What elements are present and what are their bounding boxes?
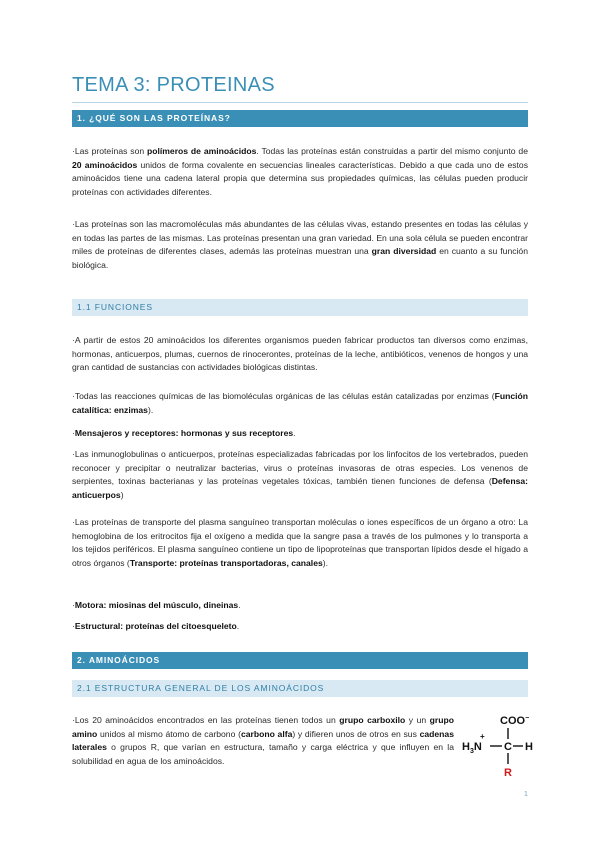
carboxyl-group-label: COO− [500, 715, 530, 727]
hydrogen-label: H [525, 741, 533, 753]
paragraph-transport: ·Las proteínas de transporte del plasma sanguíneo transportan moléculas o iones específicos de un órgano a otro: La hemoglobina de los eritrocitos fija el oxígeno a medida que la sangre pasa a través de los pulmones y lo transporta a los tejidos periféricos. El plasma sanguíneo contiene un tipo de lipoproteínas que transportan lípidos desde el hígado a otros órganos (Transporte: proteínas transportadoras, canales). [72, 517, 528, 568]
page-title: TEMA 3: PROTEINAS [72, 74, 275, 96]
amino-group-label: $H_3N$ [462, 741, 482, 755]
amino-charge: + [480, 732, 485, 741]
paragraph-defense: ·Las inmunoglobulinas o anticuerpos, proteínas especializadas fabricadas por los linfocitos de los vertebrados, pueden reconocer y precipitar o neutralizar bacterias, virus o proteínas invasoras de otras especies. Los venenos de serpientes, toxinas bacterianas y las proteínas vegetales tóxicas, también tienen funciones de defensa (Defensa: anticuerpos) [72, 449, 528, 500]
paragraph-motor: ·Motora: miosinas del músculo, dineinas. [72, 600, 241, 610]
page-number: 1 [524, 791, 528, 798]
section-heading-2: 2. AMINOÁCIDOS [72, 652, 528, 669]
section-heading-1: 1. ¿QUÉ SON LAS PROTEÍNAS? [72, 110, 528, 127]
alpha-carbon-label: C [504, 741, 512, 753]
paragraph-abundance: ·Las proteínas son las macromoléculas más abundantes de las células vivas, estando presentes en todas las células y en todas las partes de las mismas. Las proteínas presentan una gran variedad. En una sola célula se pueden encontrar miles de proteínas de diferentes clases, además las proteínas muestran una gran diversidad en cuanto a su función biológica. [72, 219, 528, 270]
section-heading-1-1: 1.1 FUNCIONES [72, 299, 528, 316]
paragraph-amino-structure: ·Los 20 aminoácidos encontrados en las proteínas tienen todos un grupo carboxilo y un grupo amino unidos al mismo átomo de carbono (carbono alfa) y difieren unos de otros en sus cadenas laterales o grupos R, que varían en estructura, tamaño y carga eléctrica y que influyen en la solubilidad en agua de los aminoácidos. [72, 715, 455, 766]
r-group-label: R [504, 767, 512, 779]
section-heading-2-1: 2.1 ESTRUCTURA GENERAL DE LOS AMINOÁCIDOS [72, 680, 528, 697]
paragraph-polymers: ·Las proteínas son polímeros de aminoácidos. Todas las proteínas están construidas a partir del mismo conjunto de 20 aminoácidos unidos de forma covalente en secuencias lineales características. Debido a que cada uno de estos aminoácidos tiene una cadena lateral propia que determina sus propiedades químicas, las células pueden producir proteínas con actividades diferentes. [72, 146, 529, 197]
paragraph-structural: ·Estructural: proteínas del citoesqueleto. [72, 621, 240, 631]
amino-acid-structure-diagram [462, 712, 536, 780]
paragraph-messengers: ·Mensajeros y receptores: hormonas y sus receptores. [72, 428, 296, 438]
paragraph-functions-intro: ·A partir de estos 20 aminoácidos los diferentes organismos pueden fabricar productos tan diversos como enzimas, hormonas, anticuerpos, plumas, cuernos de rinocerontes, proteínas de la leche, antibióticos, venenos de hongos y una gran cantidad de sustancias con actividades biológicas distintas. [72, 335, 528, 373]
title-divider [72, 102, 528, 103]
paragraph-catalytic: ·Todas las reacciones químicas de las biomoléculas orgánicas de las células están catalizadas por enzimas (Función catalítica: enzimas). [72, 391, 528, 415]
